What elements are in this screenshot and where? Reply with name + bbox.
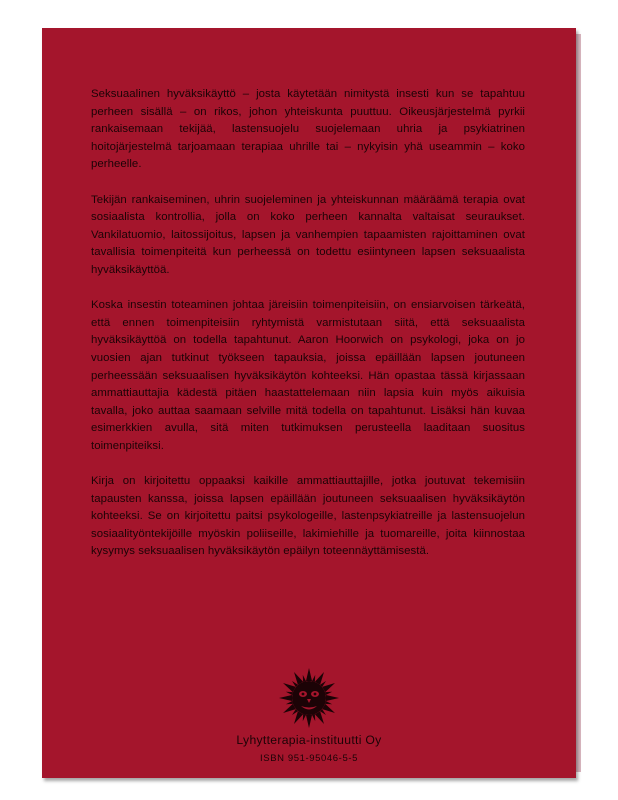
sun-face-icon: [278, 667, 340, 729]
blurb-paragraph-2: Tekijän rankaiseminen, uhrin suojeleminen ja yhteiskunnan määräämä terapia ovat sosiaalista kontrollia, jolla on koko perheen kannalta valtaisat seuraukset. Vankilatuomio, laitossijoitus, lapsen ja vanhempien tapaamisten rajoittaminen ovat tavallisia toimenpiteitä kun perheessä on todettu esiintyneen lapsen seksuaalista hyväksikäyttöä.: [91, 193, 525, 276]
cover-edge: [576, 34, 581, 772]
publisher-name: Lyhytterapia-instituutti Oy: [236, 733, 382, 747]
blurb-paragraph-3: Koska insestin toteaminen johtaa järeisiin toimenpiteisiin, on ensiarvoisen tärkeätä, että ennen toimenpiteisiin ryhtymistä varmistutaan siitä, että seksuaalista hyväksikäyttöä on todella tapahtunut. Aaron Hoorwich on psykologi, joka on jo vuosien ajan tutkinut työkseen tapauksia, joissa epäillään lapsen joutuneen perheessään seksuaalisen hyväksikäytön kohteeksi. Hän opastaa tässä kirjassaan ammattiauttajia kädestä pitäen haastattelemaan niin lapsia kuin myös aikuisia tavalla, joko auttaa saamaan selville mitä todella on tapahtunut. Lisäksi hän kuvaa esimerkkien avulla, sitä miten tutkimuksen perusteella laaditaan suositus toimenpiteiksi.: [91, 299, 525, 452]
blurb-paragraph-1: Seksuaalinen hyväksikäyttö – josta käytetään nimitystä insesti kun se tapahtuu perheen sisällä – on rikos, johon yhteiskunta puuttuu. Oikeusjärjestelmä pyrkii rankaisemaan tekijää, lastensuojelu suojelemaan uhria ja psykiatrinen hoitojärjestelmä tarjoamaan terapiaa uhrille tai – nykyisin yhä useammin – koko perheelle.: [91, 88, 525, 171]
isbn-number: ISBN 951-95046-5-5: [260, 753, 358, 764]
blurb-text: [91, 86, 525, 561]
blurb-paragraph-4: Kirja on kirjoitettu oppaaksi kaikille ammattiauttajille, jotka joutuvat tekemisiin tapausten kanssa, joissa lapsen epäillään joutuneen seksuaalisen hyväksikäytön kohteeksi. Se on kirjoitettu paitsi psykologeille, lastenpsykiatreille ja lastensuojelun sosiaalityöntekijöille myöskin poliiseille, lakimiehille ja tuomareille, joita kiinnostaa kysymys seksuaalisen hyväksikäytön epäilyn toteennäyttämisestä.: [91, 475, 525, 558]
book-back-cover: [42, 28, 576, 778]
